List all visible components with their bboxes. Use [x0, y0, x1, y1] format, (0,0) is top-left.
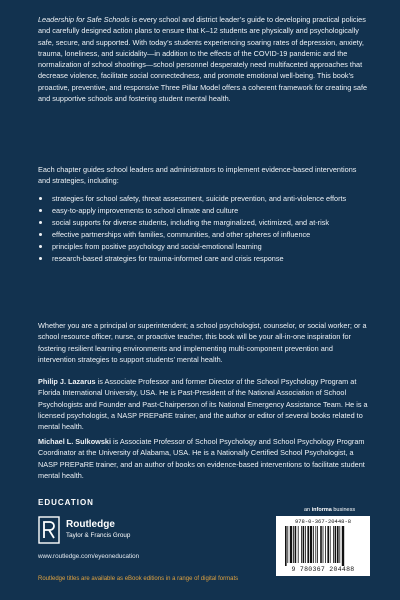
author-bio-text: is Associate Professor and former Director of the School Psychology Program at Florida International University, USA. He is Past-President of the National Association of School Psychologists and Founder and Past-Chairperson of its National Emergency Assistance Team. He is a licensed psychologist, a NASP PREPaRE trainer, and the author or editor of several books related to mental health.	[38, 377, 368, 432]
intro-text: is every school and district leader’s guide to developing practical policies and carefully designed action plans to ensure that K–12 students are physically and psychologically safe, secure, and supported. With today’s students experiencing soaring rates of depression, anxiety, trauma, loneliness, and suicidality—in addition to the effects of the COVID-19 pandemic and the normalization of school shootings—school personnel desperately need multifaceted approaches that decrease violence, facilitate social connectedness, and promote emotional well-being. This book’s proactive, preventive, and responsive Three Pillar Model offers a coherent framework for creating safe and supportive schools and fostering student mental health.	[38, 15, 368, 104]
strategy-list	[38, 193, 368, 265]
informa-brand: informa	[311, 507, 332, 513]
list-item: principles from positive psychology and social-emotional learning	[38, 241, 368, 252]
list-item: research-based strategies for trauma-informed care and crisis response	[38, 253, 368, 264]
list-item: easy-to-apply improvements to school climate and culture	[38, 205, 368, 216]
list-item: strategies for school safety, threat assessment, suicide prevention, and anti-violence efforts	[38, 193, 368, 204]
category-label: EDUCATION	[38, 498, 94, 507]
book-title: Leadership for Safe Schools	[38, 15, 130, 24]
publisher-name: Routledge	[66, 519, 115, 530]
intro-paragraph	[38, 14, 368, 104]
informa-suffix: business	[331, 507, 356, 513]
guide-lead-text: Each chapter guides school leaders and administrators to implement evidence-based interventions and strategies, including:	[38, 165, 357, 186]
ebook-note: Routledge titles are available as eBook editions in a range of digital formats	[38, 576, 239, 582]
publisher-group: Taylor & Francis Group	[66, 532, 131, 539]
author-bio-sulkowski	[38, 436, 368, 481]
informa-prefix: an	[304, 507, 312, 513]
isbn-barcode	[276, 516, 370, 576]
author-name: Philip J. Lazarus	[38, 377, 96, 386]
guide-section	[38, 164, 368, 265]
routledge-logo-icon	[38, 516, 60, 544]
publisher-block	[38, 516, 198, 548]
list-item: effective partnerships with families, communities, and other spheres of influence	[38, 229, 368, 240]
list-item: social supports for diverse students, including the marginalized, victimized, and at-risk	[38, 217, 368, 228]
barcode-icon	[284, 526, 364, 566]
author-bio-text: is Associate Professor of School Psychology and School Psychology Program Coordinator at the University of Alabama, USA. He is a Nationally Certified School Psychologist, a NASP PREPaRE trainer, and an author of books on evidence-based interventions to facilitate student mental health.	[38, 437, 365, 480]
author-name: Michael L. Sulkowski	[38, 437, 111, 446]
publisher-url[interactable]: www.routledge.com/eyeoneducation	[38, 553, 140, 560]
closing-paragraph: Whether you are a principal or superintendent; a school psychologist, counselor, or social worker; or a school resource officer, nurse, or proactive teacher, this book will be your all-in-one inspiration for fostering resilient learning environments and implementing multi-component prevention and intervention strategies to support students’ mental health.	[38, 321, 367, 364]
isbn-top-text: 978-0-367-20448-8	[294, 518, 352, 525]
informa-tagline	[304, 507, 355, 513]
author-bio-lazarus	[38, 376, 368, 432]
isbn-bottom-text: 9 780367 204488	[291, 566, 355, 573]
